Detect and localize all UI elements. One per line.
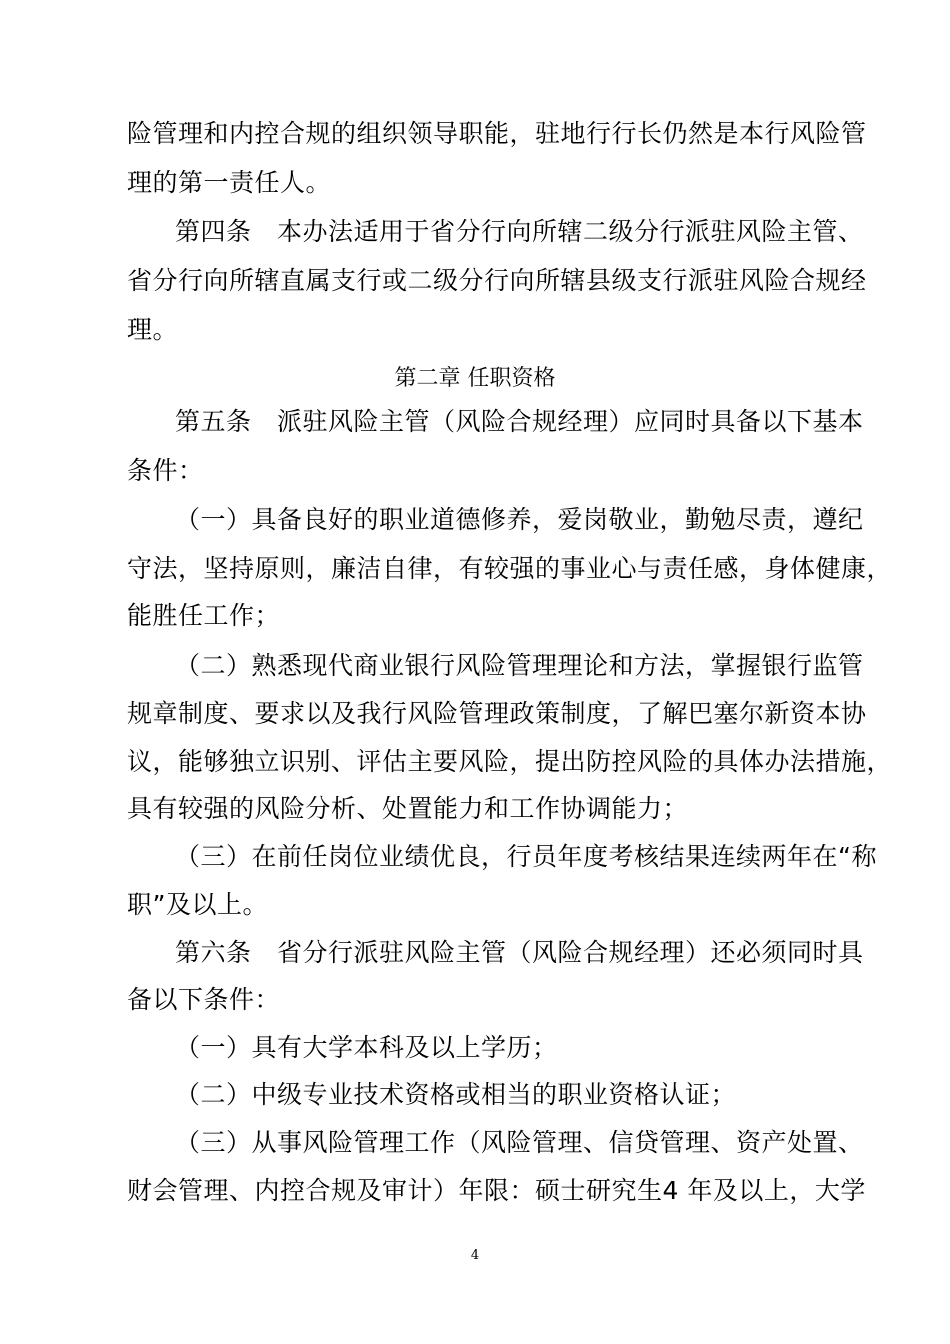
text-line: 理的第一责任人。 bbox=[127, 168, 332, 197]
list-item-line: （一）具备良好的职业道德修养，爱岗敬业，勤勉尽责，遵纪 bbox=[175, 505, 864, 534]
text-line: 条件： bbox=[127, 456, 204, 485]
list-item-line: （一）具有大学本科及以上学历； bbox=[175, 1033, 558, 1062]
list-item-line: （二）熟悉现代商业银行风险管理理论和方法，掌握银行监管 bbox=[175, 651, 864, 680]
article-five-line: 第五条 派驻风险主管（风险合规经理）应同时具备以下基本 bbox=[175, 407, 864, 436]
text-line: 险管理和内控合规的组织领导职能，驻地行行长仍然是本行风险管 bbox=[127, 119, 867, 148]
text-line: 议，能够独立识别、评估主要风险，提出防控风险的具体办法措施， bbox=[127, 747, 893, 776]
text-line: 理。 bbox=[127, 315, 179, 344]
page-number: 4 bbox=[470, 1248, 480, 1263]
text-line: 规章制度、要求以及我行风险管理政策制度，了解巴塞尔新资本协 bbox=[127, 699, 867, 728]
text-line: 省分行向所辖直属支行或二级分行向所辖县级支行派驻风险合规经 bbox=[127, 266, 867, 295]
chapter-heading: 第二章 任职资格 bbox=[394, 366, 556, 391]
article-four-line: 第四条 本办法适用于省分行向所辖二级分行派驻风险主管、 bbox=[175, 217, 864, 246]
article-six-line: 第六条 省分行派驻风险主管（风险合规经理）还必须同时具 bbox=[175, 938, 864, 967]
text-line: 具有较强的风险分析、处置能力和工作协调能力； bbox=[127, 794, 689, 823]
list-item-line: （三）从事风险管理工作（风险管理、信贷管理、资产处置、 bbox=[175, 1128, 864, 1157]
list-item-line: （三）在前任岗位业绩优良，行员年度考核结果连续两年在“称 bbox=[175, 842, 877, 871]
text-line: 能胜任工作； bbox=[127, 601, 281, 630]
text-line: 职”及以上。 bbox=[127, 890, 268, 919]
text-line: 守法，坚持原则，廉洁自律，有较强的事业心与责任感，身体健康， bbox=[127, 554, 893, 583]
text-line: 财会管理、内控合规及审计）年限：硕士研究生4 年及以上，大学 bbox=[127, 1176, 866, 1205]
text-line: 备以下条件： bbox=[127, 985, 281, 1014]
list-item-line: （二）中级专业技术资格或相当的职业资格认证； bbox=[175, 1080, 737, 1109]
